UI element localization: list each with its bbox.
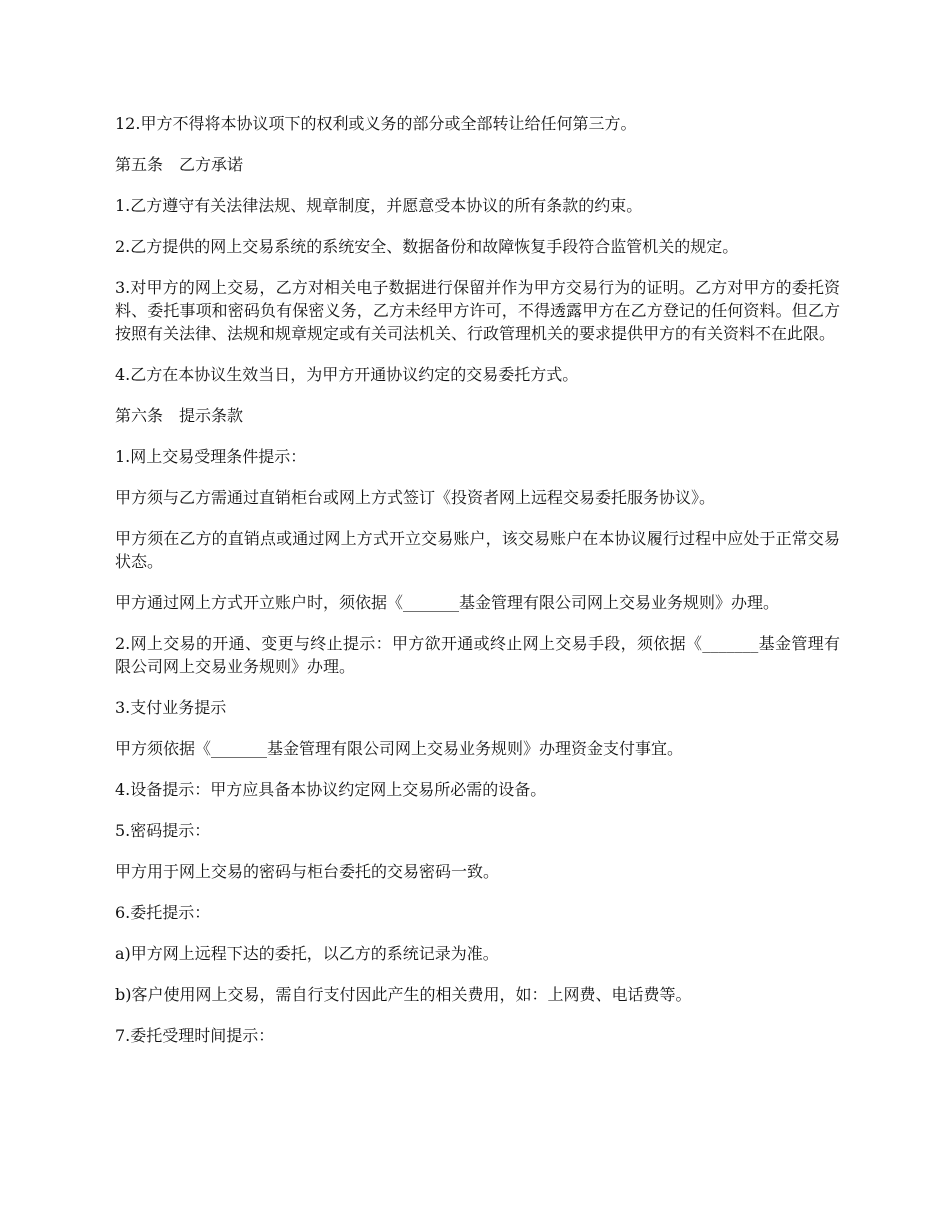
article-5-heading: 第五条 乙方承诺 [115, 155, 244, 174]
notice-1-paragraph-a: 甲方须与乙方需通过直销柜台或网上方式签订《投资者网上远程交易委托服务协议》。 [115, 488, 716, 507]
notice-5-heading: 5.密码提示： [115, 821, 211, 840]
document-body [115, 112, 840, 1065]
party-b-item-1: 1.乙方遵守有关法律法规、规章制度，并愿意受本协议的所有条款的约束。 [115, 196, 643, 215]
notice-1-paragraph-b: 甲方须在乙方的直销点或通过网上方式开立交易账户，该交易账户在本协议履行过程中应处于正常交易状态。 [115, 529, 840, 571]
notice-4-paragraph: 4.设备提示：甲方应具备本协议约定网上交易所必需的设备。 [115, 780, 547, 799]
party-b-item-3: 3.对甲方的网上交易，乙方对相关电子数据进行保留并作为甲方交易行为的证明。乙方对甲方的委托资料、委托事项和密码负有保密义务，乙方未经甲方许可，不得透露甲方在乙方登记的任何资料。但乙方按照有关法律、法规和规章规定或有关司法机关、行政管理机关的要求提供甲方的有关资料不在此限。 [115, 278, 840, 343]
notice-6-item-a: a)甲方网上远程下达的委托，以乙方的系统记录为准。 [115, 944, 499, 963]
notice-1-paragraph-c: 甲方通过网上方式开立账户时，须依据《_______基金管理有限公司网上交易业务规则》办理。 [115, 593, 780, 612]
notice-3-paragraph: 甲方须依据《_______基金管理有限公司网上交易业务规则》办理资金支付事宜。 [115, 739, 684, 758]
article-6-heading: 第六条 提示条款 [115, 406, 244, 425]
notice-3-heading: 3.支付业务提示 [115, 698, 227, 717]
notice-2-paragraph: 2.网上交易的开通、变更与终止提示：甲方欲开通或终止网上交易手段，须依据《_______基金管理有限公司网上交易业务规则》办理。 [115, 634, 840, 676]
notice-1-heading: 1.网上交易受理条件提示： [115, 447, 307, 466]
notice-5-paragraph: 甲方用于网上交易的密码与柜台委托的交易密码一致。 [115, 862, 500, 881]
clause-12-paragraph: 12.甲方不得将本协议项下的权利或义务的部分或全部转让给任何第三方。 [115, 114, 637, 133]
party-b-item-4: 4.乙方在本协议生效当日，为甲方开通协议约定的交易委托方式。 [115, 365, 579, 384]
notice-6-item-b: b)客户使用网上交易，需自行支付因此产生的相关费用，如：上网费、电话费等。 [115, 985, 692, 1004]
notice-7-heading: 7.委托受理时间提示： [115, 1026, 275, 1045]
party-b-item-2: 2.乙方提供的网上交易系统的系统安全、数据备份和故障恢复手段符合监管机关的规定。 [115, 237, 739, 256]
notice-6-heading: 6.委托提示： [115, 903, 211, 922]
